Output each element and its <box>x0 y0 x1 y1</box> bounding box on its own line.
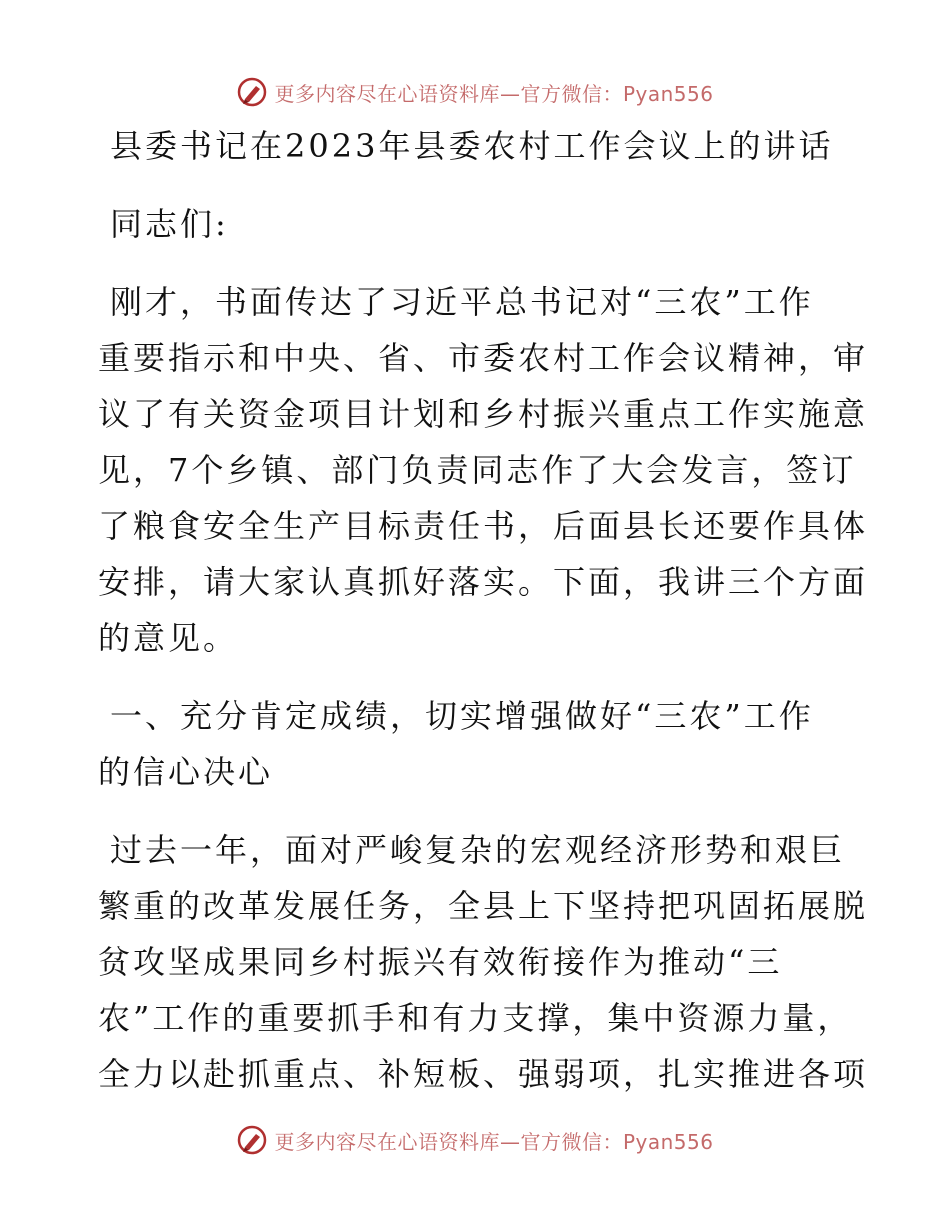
text-line: 的意见。 <box>98 619 239 657</box>
text-line: 全力以赴抓重点、补短板、强弱项，扎实推进各项 <box>98 1055 869 1093</box>
watermark-text: 更多内容尽在心语资料库—官方微信：Pyan556 <box>274 1129 714 1154</box>
footer-watermark <box>0 1118 950 1162</box>
text-line: 过去一年，面对严峻复杂的宏观经济形势和艰巨 <box>110 831 846 869</box>
text-line: 刚才，书面传达了习近平总书记对“三农”工作 <box>110 283 814 321</box>
text-line: 安排，请大家认真抓好落实。下面，我讲三个方面 <box>98 563 869 601</box>
text-line: 农”工作的重要抓手和有力支撑，集中资源力量， <box>98 999 853 1037</box>
document-body <box>98 118 869 1102</box>
heading-line: 一、充分肯定成绩，切实增强做好“三农”工作 <box>110 697 814 735</box>
text-line: 见，7个乡镇、部门负责同志作了大会发言，签订 <box>98 451 857 489</box>
text-line: 重要指示和中央、省、市委农村工作会议精神，审 <box>98 339 869 377</box>
salutation: 同志们: <box>110 205 229 243</box>
section-heading-1 <box>98 688 858 800</box>
document-title: 县委书记在2023年县委农村工作会议上的讲话 <box>110 127 834 165</box>
text-line: 了粮食安全生产目标责任书，后面县长还要作具体 <box>98 507 869 545</box>
text-line: 贫攻坚成果同乡村振兴有效衔接作为推动“三 <box>98 943 783 981</box>
heading-line: 的信心决心 <box>98 753 274 791</box>
watermark-text: 更多内容尽在心语资料库—官方微信：Pyan556 <box>274 81 714 106</box>
paragraph-1 <box>98 274 869 666</box>
paragraph-2 <box>98 822 869 1102</box>
pen-logo-icon <box>236 1124 268 1156</box>
text-line: 议了有关资金项目计划和乡村振兴重点工作实施意 <box>98 395 869 433</box>
pen-logo-icon <box>236 76 268 108</box>
text-line: 繁重的改革发展任务，全县上下坚持把巩固拓展脱 <box>98 887 869 925</box>
header-watermark <box>0 70 950 114</box>
